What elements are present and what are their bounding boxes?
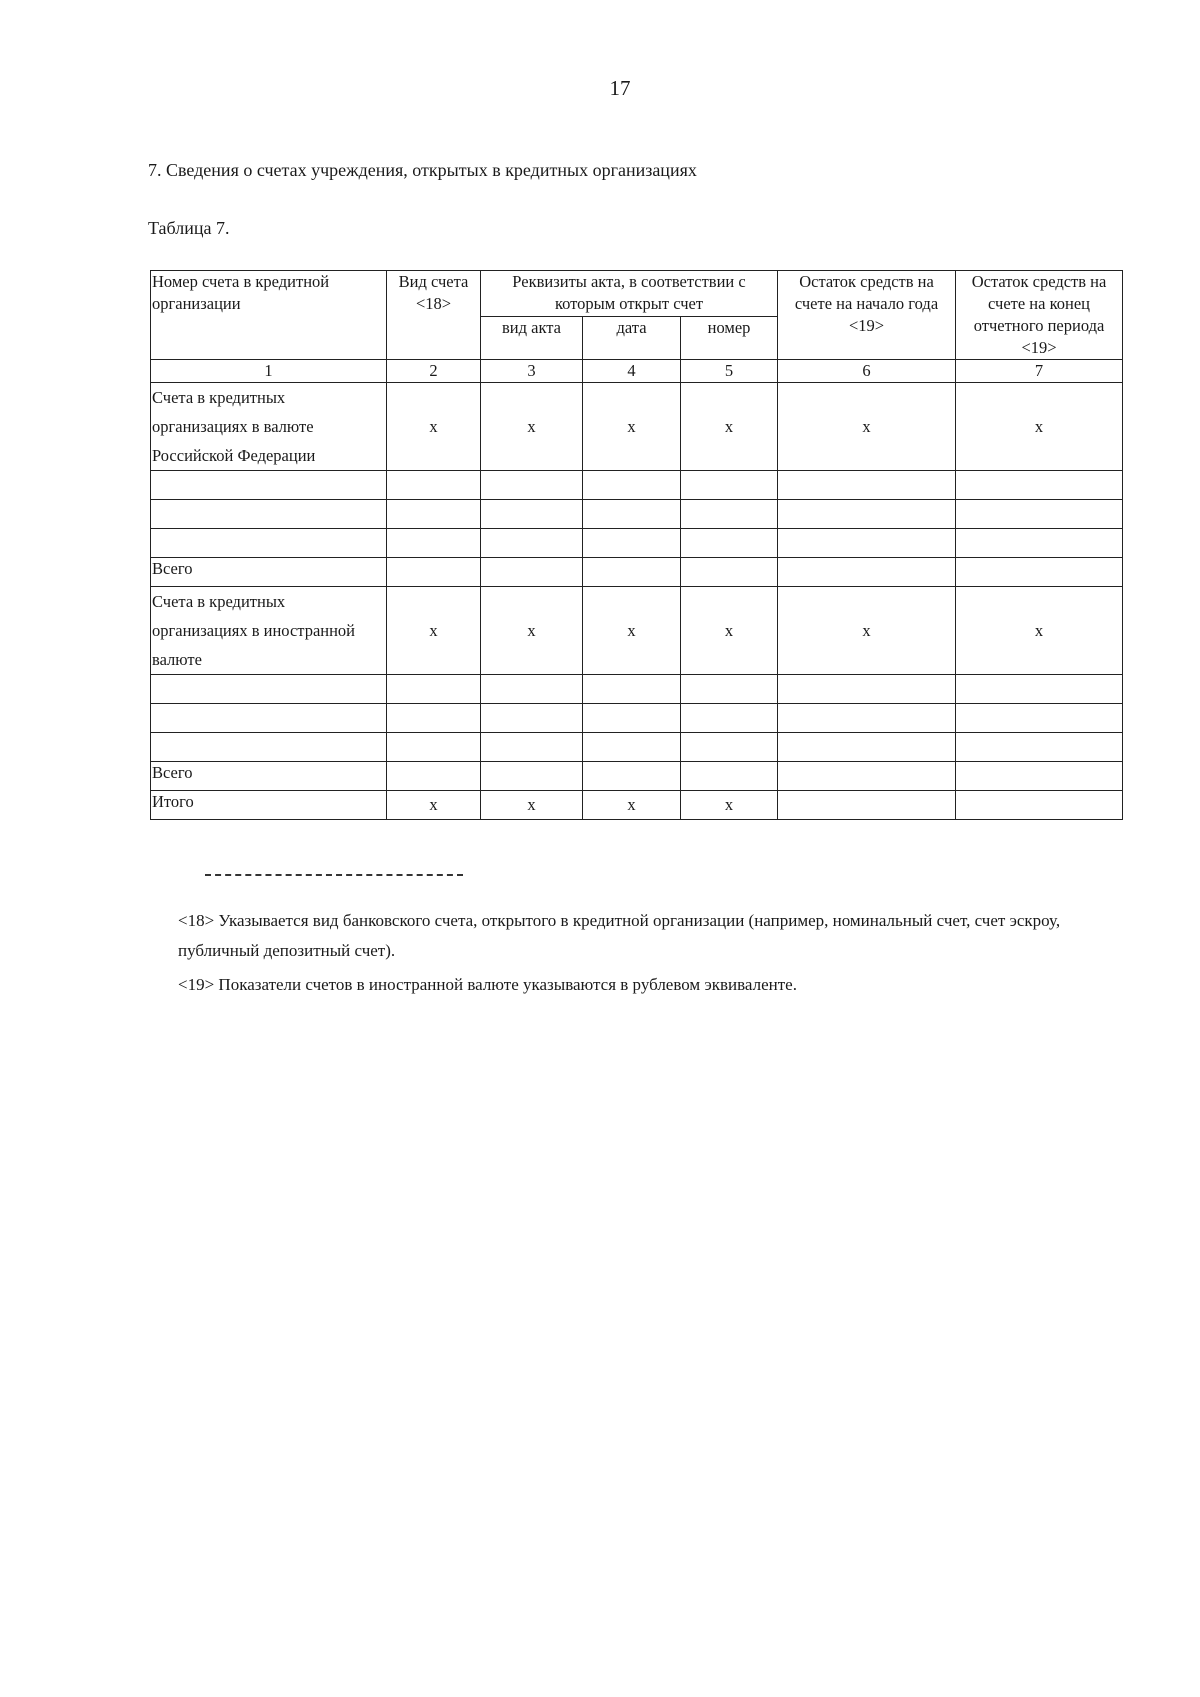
table-cell[interactable] [481, 471, 583, 500]
x-mark: x [583, 587, 681, 675]
table-cell[interactable] [681, 558, 778, 587]
column-number: 7 [956, 360, 1123, 383]
table-cell[interactable] [681, 529, 778, 558]
header-account-type: Вид счета <18> [387, 271, 481, 360]
table-cell[interactable] [151, 529, 387, 558]
table-cell[interactable] [481, 704, 583, 733]
table-cell[interactable] [956, 791, 1123, 820]
table-cell[interactable] [481, 500, 583, 529]
table-cell[interactable] [151, 733, 387, 762]
footnote-19: <19> Показатели счетов в иностранной валюте указываются в рублевом эквиваленте. [178, 975, 797, 994]
table-cell[interactable] [778, 500, 956, 529]
section-title: 7. Сведения о счетах учреждения, открытых в кредитных организациях [148, 160, 697, 180]
table-cell[interactable] [583, 529, 681, 558]
table-row [151, 733, 1123, 762]
table-row [151, 471, 1123, 500]
x-mark: x [387, 791, 481, 820]
page-number: 17 [609, 76, 631, 100]
table-cell[interactable] [956, 704, 1123, 733]
x-mark: x [583, 383, 681, 471]
table-cell[interactable] [387, 733, 481, 762]
table-row [151, 704, 1123, 733]
header-balance-start: Остаток средств на счете на начало года <19> [778, 271, 956, 360]
table-cell[interactable] [387, 471, 481, 500]
column-number: 2 [387, 360, 481, 383]
header-account-number: Номер счета в кредитной организации [151, 271, 387, 360]
column-number: 6 [778, 360, 956, 383]
table-cell[interactable] [956, 558, 1123, 587]
table-cell[interactable] [956, 529, 1123, 558]
x-mark: x [681, 587, 778, 675]
group-row-foreign [151, 587, 1123, 675]
subtotal-row-foreign [151, 762, 1123, 791]
x-mark: x [481, 383, 583, 471]
table-cell[interactable] [481, 529, 583, 558]
table-cell[interactable] [387, 762, 481, 791]
subtotal-label: Всего [151, 762, 387, 791]
table-cell[interactable] [583, 704, 681, 733]
table-cell[interactable] [681, 733, 778, 762]
subtotal-row-rub [151, 558, 1123, 587]
column-number: 3 [481, 360, 583, 383]
x-mark: x [583, 791, 681, 820]
table-header-row [151, 271, 1123, 317]
table-cell[interactable] [681, 704, 778, 733]
table-cell[interactable] [387, 558, 481, 587]
table-cell[interactable] [681, 471, 778, 500]
subtotal-label: Всего [151, 558, 387, 587]
table-cell[interactable] [681, 675, 778, 704]
x-mark: x [481, 791, 583, 820]
table-cell[interactable] [387, 500, 481, 529]
table-cell[interactable] [481, 558, 583, 587]
table-cell[interactable] [778, 675, 956, 704]
table-cell[interactable] [956, 471, 1123, 500]
x-mark: x [956, 587, 1123, 675]
x-mark: x [387, 587, 481, 675]
table-cell[interactable] [956, 733, 1123, 762]
table-cell[interactable] [151, 675, 387, 704]
table-cell[interactable] [151, 500, 387, 529]
header-balance-end: Остаток средств на счете на конец отчетного периода <19> [956, 271, 1123, 360]
table-row [151, 529, 1123, 558]
x-mark: x [778, 383, 956, 471]
table-cell[interactable] [681, 762, 778, 791]
table-cell[interactable] [481, 675, 583, 704]
group-label-rub: Счета в кредитных организациях в валюте Российской Федерации [151, 383, 387, 471]
table-cell[interactable] [387, 704, 481, 733]
x-mark: x [481, 587, 583, 675]
footnote-separator [205, 874, 463, 876]
table-cell[interactable] [778, 762, 956, 791]
table-cell[interactable] [481, 733, 583, 762]
table-cell[interactable] [778, 733, 956, 762]
x-mark: x [778, 587, 956, 675]
column-number: 1 [151, 360, 387, 383]
table-cell[interactable] [956, 675, 1123, 704]
table-cell[interactable] [583, 733, 681, 762]
footnote-18: <18> Указывается вид банковского счета, открытого в кредитной организации (например, номинальный счет, счет эскроу, публичный депозитный счет). [178, 911, 1061, 960]
table-row [151, 675, 1123, 704]
x-mark: x [681, 383, 778, 471]
column-number: 5 [681, 360, 778, 383]
header-act-details: Реквизиты акта, в соответствии с которым открыт счет [481, 271, 778, 317]
table-cell[interactable] [583, 558, 681, 587]
group-row-rub [151, 383, 1123, 471]
table-cell[interactable] [778, 791, 956, 820]
x-mark: x [387, 383, 481, 471]
table-cell[interactable] [583, 762, 681, 791]
table-cell[interactable] [956, 500, 1123, 529]
table-cell[interactable] [387, 675, 481, 704]
table-cell[interactable] [151, 471, 387, 500]
x-mark: x [681, 791, 778, 820]
table-cell[interactable] [583, 500, 681, 529]
table-cell[interactable] [583, 675, 681, 704]
table-row [151, 500, 1123, 529]
table-cell[interactable] [681, 500, 778, 529]
table-cell[interactable] [387, 529, 481, 558]
header-act-type: вид акта [481, 316, 583, 360]
header-act-date: дата [583, 316, 681, 360]
column-number-row [151, 360, 1123, 383]
grand-total-row [151, 791, 1123, 820]
accounts-table [150, 270, 1123, 820]
group-label-foreign: Счета в кредитных организациях в иностранной валюте [151, 587, 387, 675]
table-cell[interactable] [778, 704, 956, 733]
table-cell[interactable] [481, 762, 583, 791]
table-cell[interactable] [778, 529, 956, 558]
table-cell[interactable] [778, 558, 956, 587]
table-caption: Таблица 7. [148, 218, 230, 238]
table-cell[interactable] [151, 704, 387, 733]
grand-total-label: Итого [151, 791, 387, 820]
column-number: 4 [583, 360, 681, 383]
header-act-number: номер [681, 316, 778, 360]
table-cell[interactable] [583, 471, 681, 500]
table-cell[interactable] [778, 471, 956, 500]
table-cell[interactable] [956, 762, 1123, 791]
x-mark: x [956, 383, 1123, 471]
